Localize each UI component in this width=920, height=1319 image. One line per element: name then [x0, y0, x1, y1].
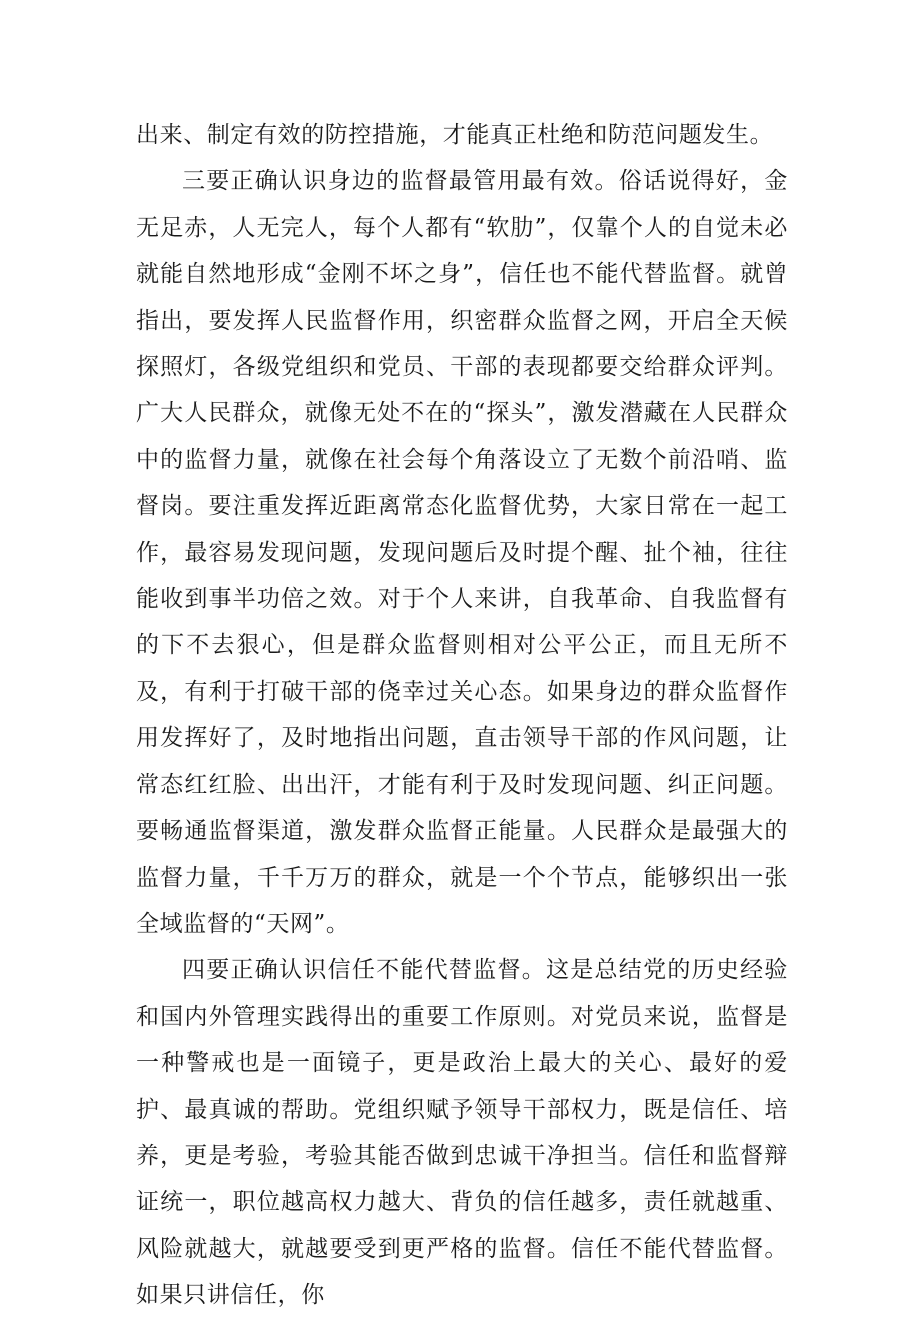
- paragraph-continuation: 出来、制定有效的防控措施，才能真正杜绝和防范问题发生。: [136, 122, 774, 148]
- document-body: [136, 112, 788, 1319]
- paragraph-point-three: 三要正确认识身边的监督最管用最有效。俗话说得好，金无足赤，人无完人，每个人都有“软肋”，仅靠个人的自觉未必就能自然地形成“金刚不坏之身”，信任也不能代替监督。就曾指出，要发挥人民监督作用，织密群众监督之网，开启全天候探照灯，各级党组织和党员、干部的表现都要交给群众评判。广大人民群众，就像无处不在的“探头”，激发潜藏在人民群众中的监督力量，就像在社会每个角落设立了无数个前沿哨、监督岗。要注重发挥近距离常态化监督优势，大家日常在一起工作，最容易发现问题，发现问题后及时提个醒、扯个袖，往往能收到事半功倍之效。对于个人来讲，自我革命、自我监督有的下不去狠心，但是群众监督则相对公平公正，而且无所不及，有利于打破干部的侥幸过关心态。如果身边的群众监督作用发挥好了，及时地指出问题，直击领导干部的作风问题，让常态红红脸、出出汗，才能有利于及时发现问题、纠正问题。要畅通监督渠道，激发群众监督正能量。人民群众是最强大的监督力量，千千万万的群众，就是一个个节点，能够织出一张全域监督的“天网”。: [136, 168, 788, 937]
- paragraph-point-four: 四要正确认识信任不能代替监督。这是总结党的历史经验和国内外管理实践得出的重要工作原则。对党员来说，监督是一种警戒也是一面镜子，更是政治上最大的关心、最好的爱护、最真诚的帮助。党组织赋予领导干部权力，既是信任、培养，更是考验，考验其能否做到忠诚干净担当。信任和监督辩证统一，职位越高权力越大、背负的信任越多，责任就越重、风险就越大，就越要受到更严格的监督。信任不能代替监督。如果只讲信任，你: [136, 957, 788, 1309]
